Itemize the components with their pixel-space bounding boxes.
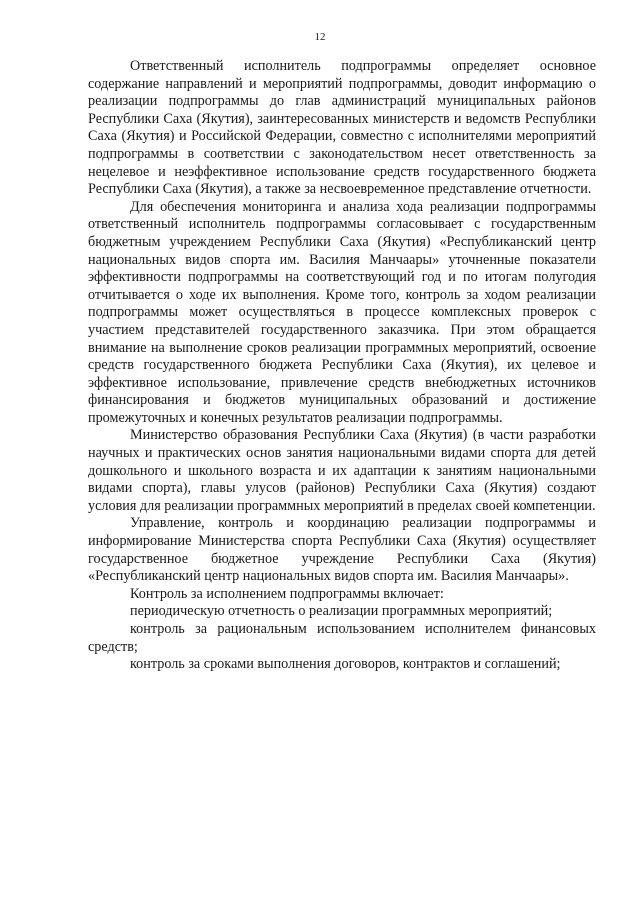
list-item-deadline-control: контроль за сроками выполнения договоров, контрактов и соглашений;: [130, 656, 561, 673]
list-item-reporting: периодическую отчетность о реализации программных мероприятий;: [130, 603, 553, 620]
paragraph-ministry-education: Министерство образования Республики Саха (Якутия) (в части разработки научных и практических основ занятия национальными видами спорта для детей дошкольного и школьного возраста и их адаптации к занятиям национальными видами спорта), главы улусов (районов) Республики Саха (Якутия) создают условия для реализации программных мероприятий в пределах своей компетенции.: [88, 427, 596, 514]
list-item-financial-control: контроль за рациональным использованием исполнителем финансовых средств;: [88, 621, 596, 655]
paragraph-monitoring: Для обеспечения мониторинга и анализа хода реализации подпрограммы ответственный исполнитель подпрограммы согласовывает с государственным бюджетным учреждением Республики Саха (Якутия) «Республиканский центр национальных видов спорта им. Василия Манчаары» уточненные показатели эффективности подпрограммы на соответствующий год и по итогам полугодия отчитывается о ходе их выполнения. Кроме того, контроль за ходом реализации подпрограммы может осуществляться в процессе комплексных проверок с участием представителей государственного заказчика. При этом обращается внимание на выполнение сроков реализации программных мероприятий, освоение средств государственного бюджета Республики Саха (Якутия), их целевое и эффективное использование, привлечение средств внебюджетных источников финансирования и бюджетов муниципальных образований и достижение промежуточных и конечных результатов реализации подпрограммы.: [88, 198, 596, 426]
page-number: 12: [314, 31, 326, 43]
paragraph-responsible-executor: Ответственный исполнитель подпрограммы определяет основное содержание направлений и мероприятий подпрограммы, доводит информацию о реализации подпрограммы до глав администраций муниципальных районов Республики Саха (Якутия), заинтересованных министерств и ведомств Республики Саха (Якутия) и Российской Федерации, совместно с исполнителями мероприятий подпрограммы в соответствии с законодательством несет ответственность за нецелевое и неэффективное использование средств государственного бюджета Республики Саха (Якутия), а также за несвоевременное представление отчетности.: [88, 58, 596, 198]
paragraph-management-control: Управление, контроль и координацию реализации подпрограммы и информирование Министерства спорта Республики Саха (Якутия) осуществляет государственное бюджетное учреждение Республики Саха (Якутия) «Республиканский центр национальных видов спорта им. Василия Манчаары».: [88, 515, 596, 585]
document-body: [88, 58, 596, 674]
paragraph-control-includes: Контроль за исполнением подпрограммы включает:: [130, 585, 444, 602]
